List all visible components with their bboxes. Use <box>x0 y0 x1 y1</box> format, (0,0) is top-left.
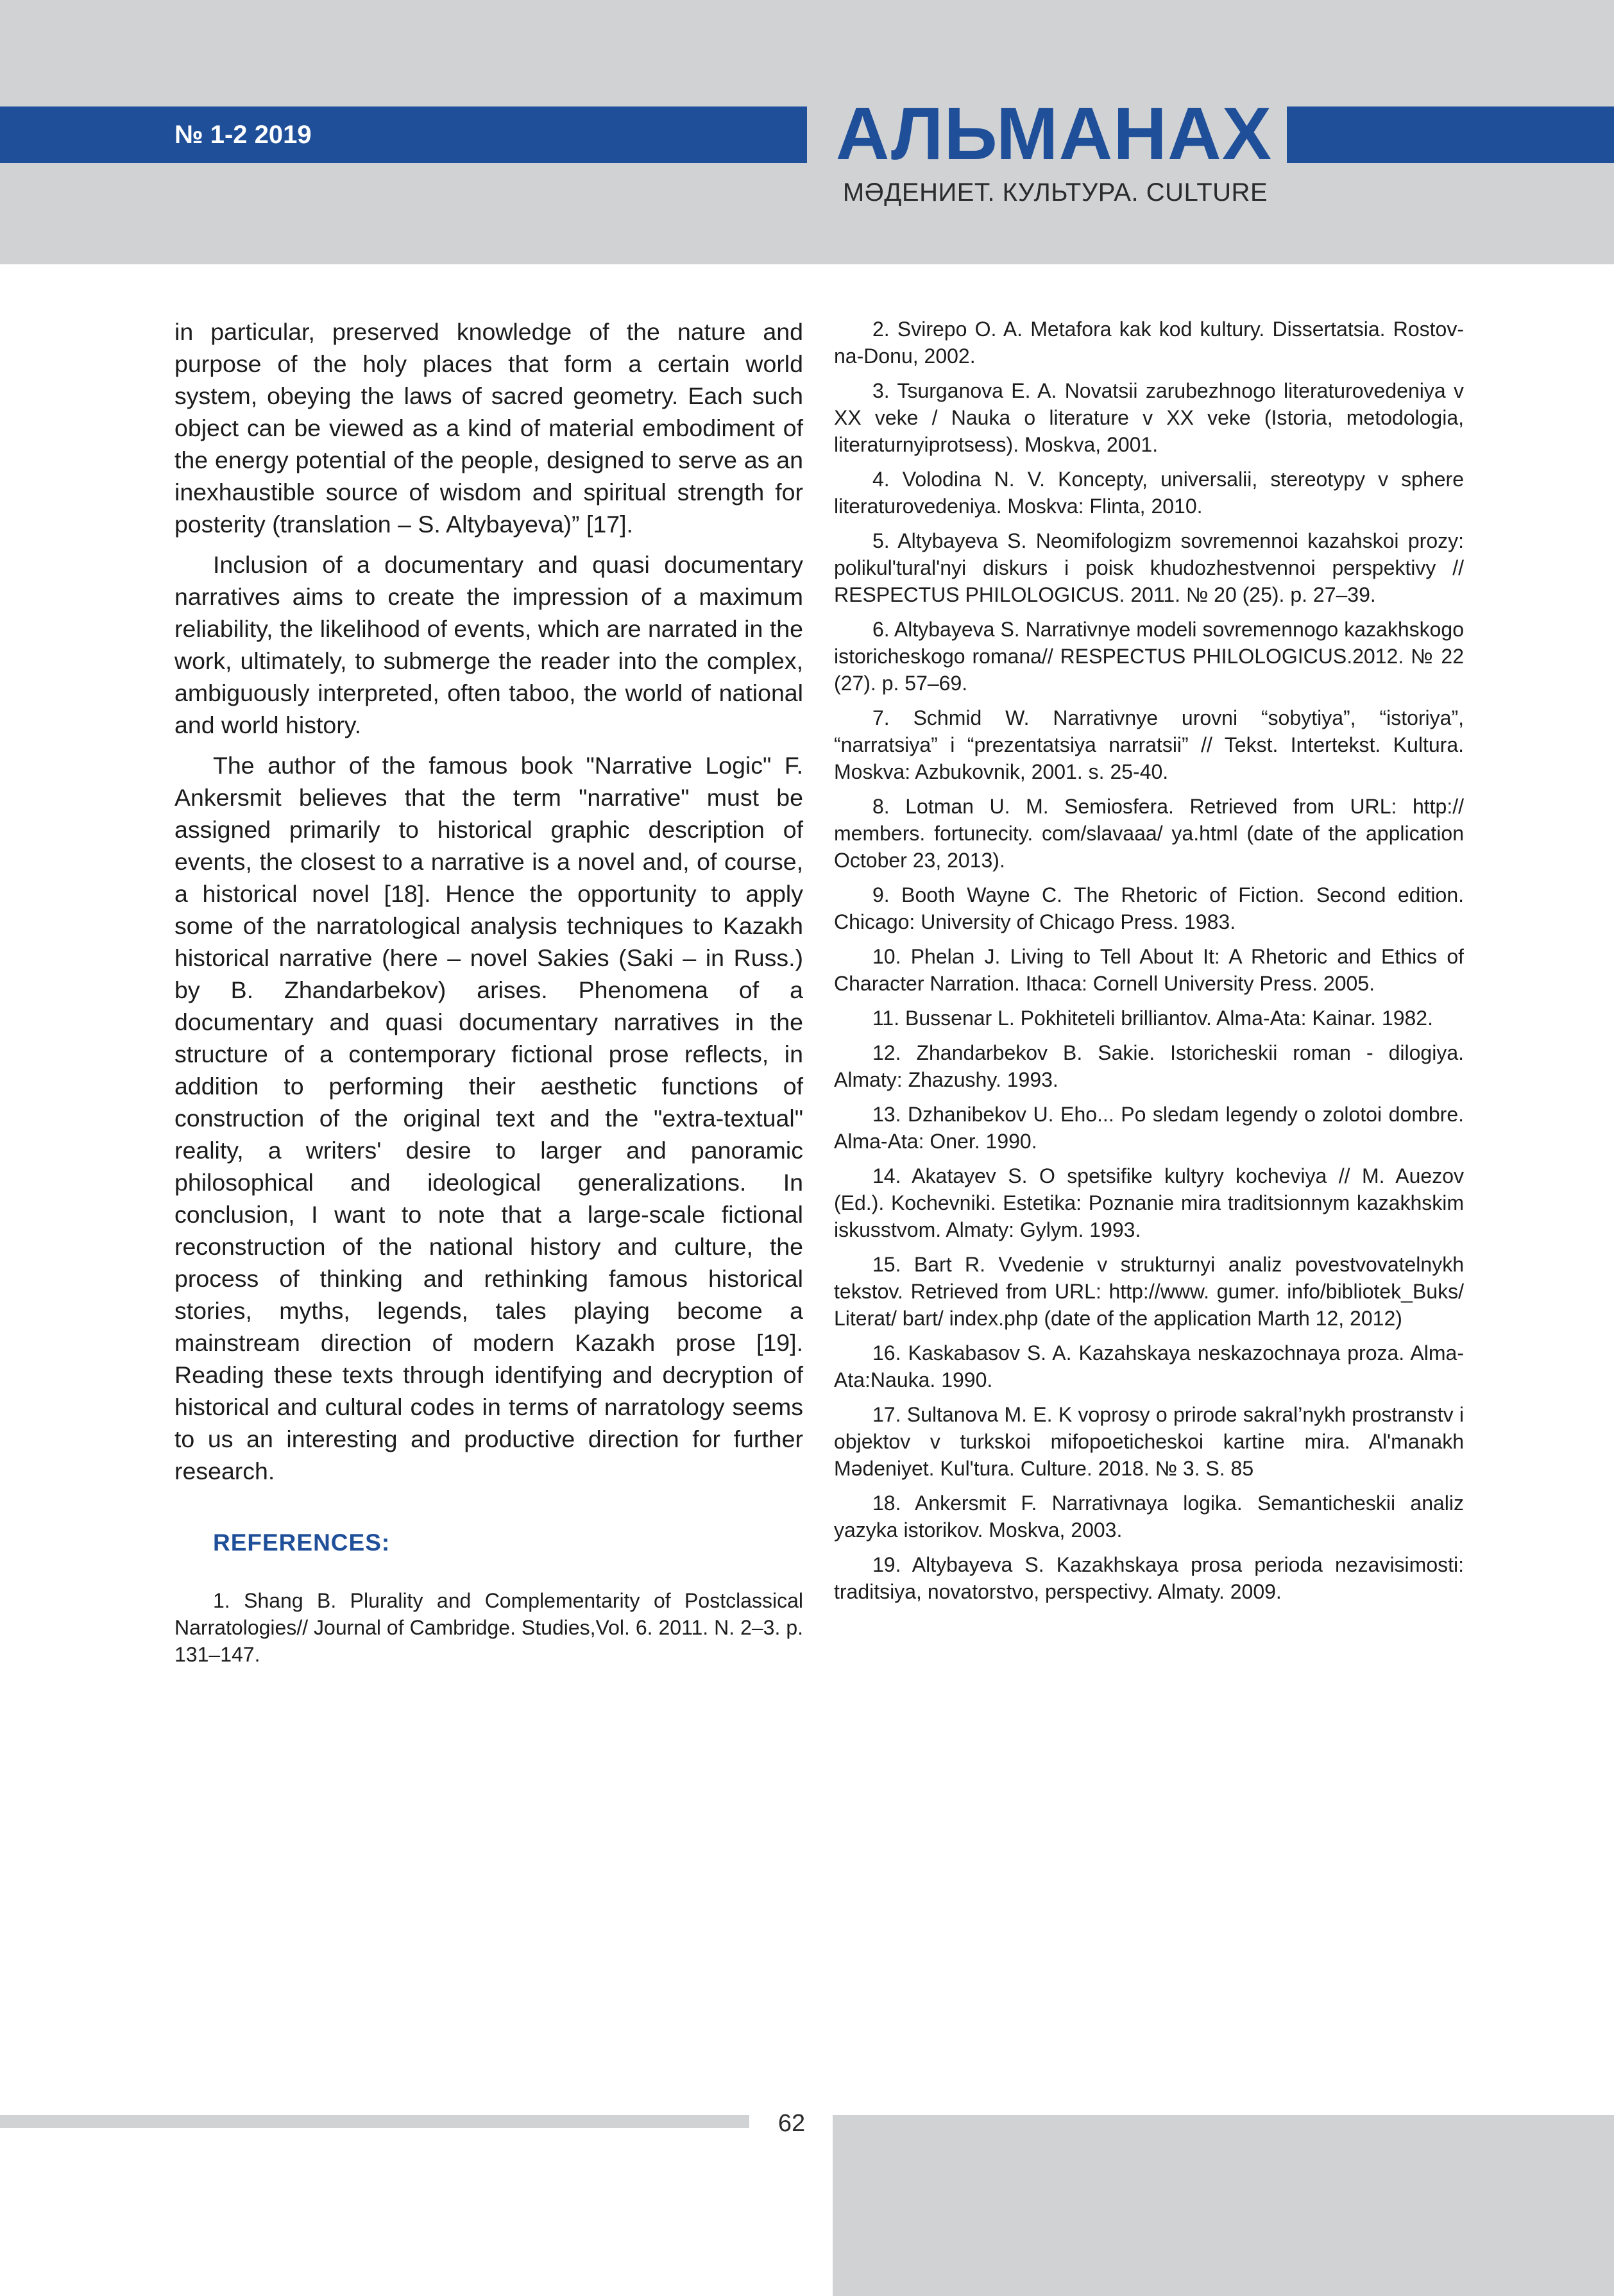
reference-item: 15. Bart R. Vvedenie v strukturnyi analiz povestvovatelnykh tekstov. Retrieved from URL: http://www. gumer. info/bibliotek_Buks/ Literat/ bart/ index.php (date of the application Marth 12, 2012) <box>834 1253 1464 1330</box>
reference-item: 13. Dzhanibekov U. Eho... Po sledam legendy o zolotoi dombre. Alma-Ata: Oner. 1990. <box>834 1103 1464 1153</box>
left-column <box>174 316 803 1676</box>
reference-item: 2. Svirepo O. A. Metafora kak kod kultury. Dissertatsia. Rostov-na-Donu, 2002. <box>834 318 1464 368</box>
journal-subtitle: МӘДЕНИЕТ. КУЛЬТУРА. CULTURE <box>842 178 1268 207</box>
header-bar-left <box>0 106 807 163</box>
reference-item: 16. Kaskabasov S. A. Kazahskaya neskazochnaya proza. Alma-Ata:Nauka. 1990. <box>834 1341 1464 1391</box>
references-heading: REFERENCES: <box>213 1529 391 1556</box>
reference-item: 4. Volodina N. V. Koncepty, universalii, stereotypy v sphere literaturovedeniya. Moskva: Flinta, 2010. <box>834 468 1464 518</box>
right-column <box>834 316 1464 1613</box>
reference-item: 14. Akatayev S. O spetsifike kultyry kocheviya // M. Auezov (Ed.). Kochevniki. Estetika: Poznanie mira traditsionnym kazakhskim iskusstvom. Almaty: Gylym. 1993. <box>834 1164 1464 1241</box>
journal-title: АЛЬМАНАХ <box>835 92 1273 175</box>
reference-item: 6. Altybayeva S. Narrativnye modeli sovremennogo kazakhskogo istoricheskogo romana// RESPECTUS PHILOLOGICUS.2012. № 22 (27). p. 57–69. <box>834 618 1464 695</box>
issue-number: № 1-2 2019 <box>174 121 312 149</box>
reference-item: 7. Schmid W. Narrativnye urovni “sobytiya”, “istoriya”, “narratsiya” i “prezentatsiya narratsii” // Tekst. Intertekst. Kultura. Moskva: Azbukovnik, 2001. s. 25-40. <box>834 706 1464 783</box>
body-paragraph: Inclusion of a documentary and quasi documentary narratives aims to create the impression of a maximum reliability, the likelihood of events, which are narrated in the work, ultimately, to submerge the reader into the complex, ambiguously interpreted, often taboo, the world of national and world history. <box>174 551 803 738</box>
reference-item: 19. Altybayeva S. Kazakhskaya prosa perioda nezavisimosti: traditsiya, novatorstvo, perspectivy. Almaty. 2009. <box>834 1553 1464 1603</box>
header-bar-right <box>1287 106 1614 163</box>
reference-item: 18. Ankersmit F. Narrativnaya logika. Semanticheskii analiz yazyka istorikov. Moskva, 2003. <box>834 1492 1464 1542</box>
reference-item: 10. Phelan J. Living to Tell About It: A Rhetoric and Ethics of Character Narration. Ithaca: Cornell University Press. 2005. <box>834 945 1464 995</box>
page-number: 62 <box>777 2110 806 2137</box>
reference-item: 11. Bussenar L. Pokhiteteli brilliantov. Alma-Ata: Kainar. 1982. <box>872 1007 1433 1030</box>
footer-rule <box>0 2115 749 2128</box>
reference-item: 3. Tsurganova E. A. Novatsii zarubezhnogo literaturovedeniya v XX veke / Nauka o literature v XX veke (Istoria, metodologia, literaturnyiprotsess). Moskva, 2001. <box>834 379 1464 456</box>
footer-block <box>833 2115 1614 2296</box>
reference-item: 5. Altybayeva S. Neomifologizm sovremennoi kazahskoi prozy: polikul'tural'nyi diskurs i poisk khudozhestvennoi perspektivy // RESPECTUS PHILOLOGICUS. 2011. № 20 (25). p. 27–39. <box>834 529 1464 606</box>
reference-item: 12. Zhandarbekov B. Sakie. Istoricheskii roman - dilogiya. Almaty: Zhazushy. 1993. <box>834 1041 1464 1091</box>
reference-item: 9. Booth Wayne C. The Rhetoric of Fiction. Second edition. Chicago: University of Chicago Press. 1983. <box>834 883 1464 933</box>
body-paragraph: in particular, preserved knowledge of the nature and purpose of the holy places that form a certain world system, obeying the laws of sacred geometry. Each such object can be viewed as a kind of material embodiment of the energy potential of the people, designed to serve as an inexhaustible source of wisdom and spiritual strength for posterity (translation – S. Altybayeva)” [17]. <box>174 318 803 538</box>
body-paragraph: The author of the famous book "Narrative Logic" F. Ankersmit believes that the term "narrative" must be assigned primarily to historical graphic description of events, the closest to a narrative is a novel and, of course, a historical novel [18]. Hence the opportunity to apply some of the narratological analysis techniques to Kazakh historical narrative (here – novel Sakies (Saki – in Russ.) by B. Zhandarbekov) arises. Phenomena of a documentary and quasi documentary narratives in the structure of a contemporary fictional prose reflects, in addition to performing their aesthetic functions of construction of the original text and the "extra-textual" reality, a writers' desire to larger and panoramic philosophical and ideological generalizations. In conclusion, I want to note that a large-scale fictional reconstruction of the national history and culture, the process of thinking and rethinking famous historical stories, myths, legends, tales playing become a mainstream direction of modern Kazakh prose [19]. Reading these texts through identifying and decryption of historical and cultural codes in terms of narratology seems to us an interesting and productive direction for further research. <box>174 752 803 1484</box>
reference-item: 1. Shang B. Plurality and Complementarity of Postclassical Narratologies// Journal of Cambridge. Studies,Vol. 6. 2011. N. 2–3. p. 131–147. <box>174 1589 803 1666</box>
reference-item: 17. Sultanova M. E. K voprosy o prirode sakral’nykh prostranstv i objektov v turkskoi mifopoeticheskoi kartine mira. Al'manakh Mədeniyet. Kul'tura. Culture. 2018. № 3. S. 85 <box>834 1403 1464 1480</box>
reference-item: 8. Lotman U. M. Semiosfera. Retrieved from URL: http:// members. fortunecity. com/slavaaa/ ya.html (date of the application October 23, 2013). <box>834 795 1464 872</box>
